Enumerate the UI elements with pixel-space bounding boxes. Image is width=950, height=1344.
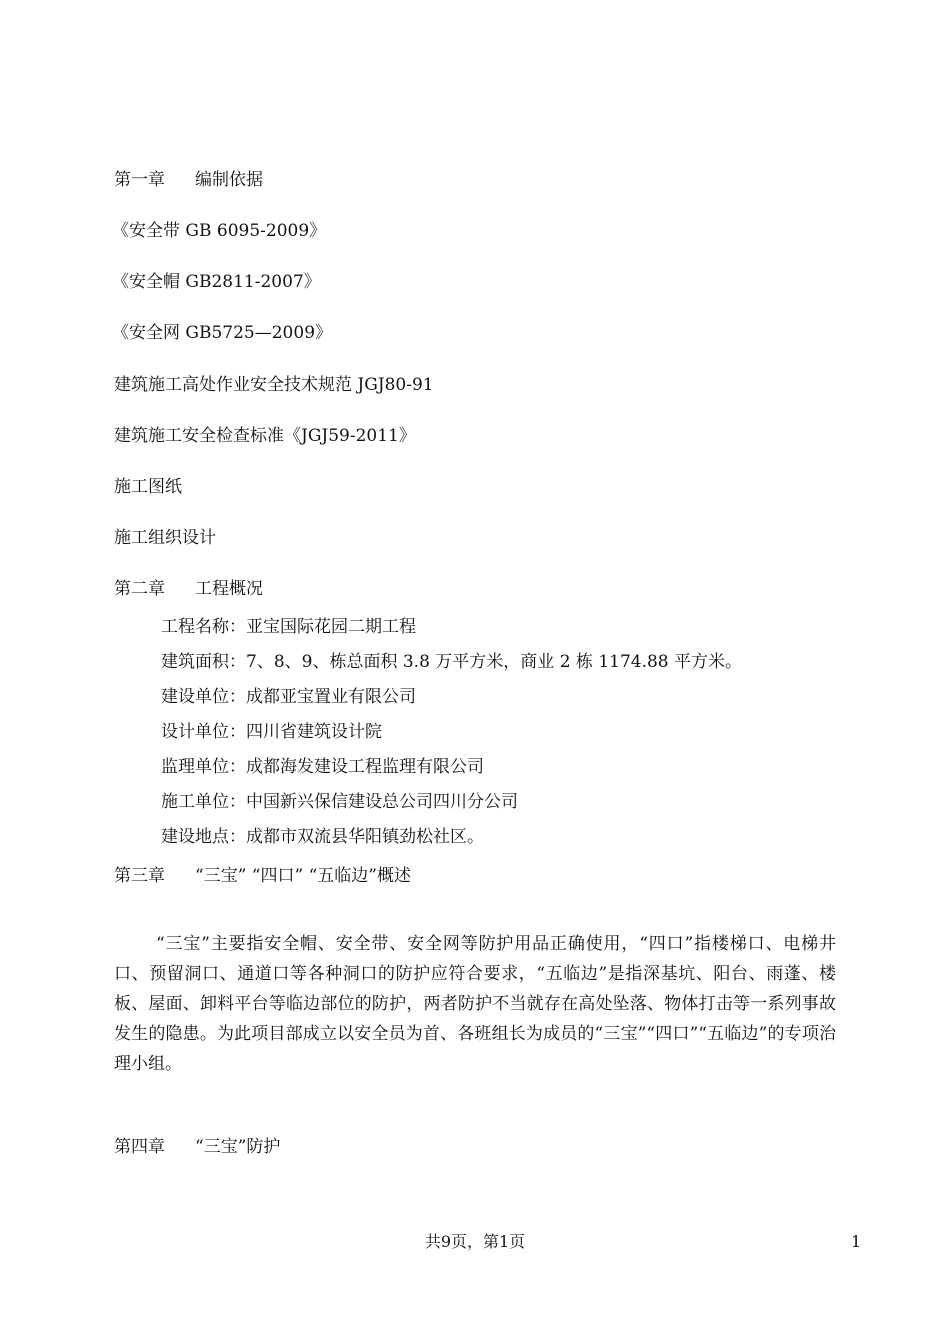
reference-item: 施工组织设计 [114,528,216,548]
reference-item: 建筑施工安全检查标准《JGJ59-2011》 [114,426,416,446]
chapter-2-title: 工程概况 [195,579,263,599]
chapter-4-title: “三宝”防护 [195,1137,281,1157]
reference-item: 建筑施工高处作业安全技术规范 JGJ80-91 [114,375,434,395]
page-footer-info: 共9页，第1页 [424,1232,526,1251]
reference-item: 《安全帽 GB2811-2007》 [112,272,321,292]
chapter-1-heading [114,170,263,190]
chapter-3-heading [114,866,411,886]
overview-item: 施工单位：中国新兴保信建设总公司四川分公司 [161,792,518,812]
overview-item: 设计单位：四川省建筑设计院 [161,722,382,742]
chapter-2-label: 第二章 [114,579,165,599]
reference-item: 《安全带 GB 6095-2009》 [112,221,327,241]
chapter-4-heading [114,1137,280,1157]
chapter-4-label: 第四章 [114,1137,165,1157]
reference-item: 施工图纸 [114,477,182,497]
overview-item: 建筑面积：7、8、9、栋总面积 3.8 万平方米，商业 2 栋 1174.88 平方米。 [161,652,743,672]
chapter-3-body: “三宝”主要指安全帽、安全带、安全网等防护用品正确使用，“四口”指楼梯口、电梯井口、预留洞口、通道口等各种洞口的防护应符合要求，“五临边”是指深基坑、阳台、雨蓬、楼板、屋面、卸料平台等临边部位的防护，两者防护不当就存在高处坠落、物体打击等一系列事故发生的隐患。为此项目部成立以安全员为首、各班组长为成员的“三宝”“四口”“五临边”的专项治理小组。 [114,934,836,1074]
chapter-3-title: “三宝” “四口” “五临边”概述 [195,866,411,886]
overview-item: 工程名称：亚宝国际花园二期工程 [161,617,416,637]
overview-item: 建设单位：成都亚宝置业有限公司 [161,687,416,707]
chapter-1-title: 编制依据 [195,170,263,190]
chapter-3-label: 第三章 [114,866,165,886]
overview-item: 监理单位：成都海发建设工程监理有限公司 [161,757,484,777]
page-number: 1 [851,1232,862,1251]
chapter-1-label: 第一章 [114,170,165,190]
chapter-2-heading [114,579,263,599]
overview-item: 建设地点：成都市双流县华阳镇劲松社区。 [161,827,484,847]
reference-item: 《安全网 GB5725—2009》 [112,323,333,343]
